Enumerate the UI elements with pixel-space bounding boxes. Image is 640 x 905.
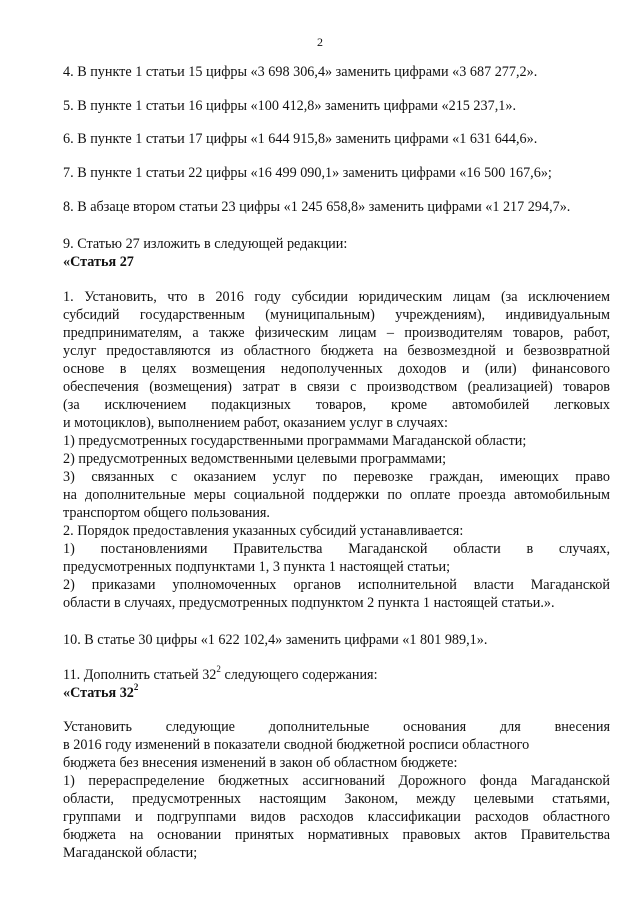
art32-line: Магаданской области; xyxy=(63,845,198,861)
art32-line: Установить следующие дополнительные основания для внесения xyxy=(63,719,610,735)
item-4: 4. В пункте 1 статьи 15 цифры «3 698 306,4» заменить цифрами «3 687 277,2». xyxy=(63,64,538,80)
art27-line: предусмотренных подпунктами 1, 3 пункта 1 настоящей статьи; xyxy=(63,559,451,575)
art32-line: бюджета на основании принятых нормативных правовых актов Правительства xyxy=(63,827,610,843)
item-10: 10. В статье 30 цифры «1 622 102,4» заменить цифрами «1 801 989,1». xyxy=(63,632,488,648)
art27-line: 1) предусмотренных государственными программами Магаданской области; xyxy=(63,433,527,449)
art27-line: 3) связанных с оказанием услуг по перевозке граждан, имеющих право xyxy=(63,469,610,485)
art27-line: обеспечения (возмещения) затрат в связи с производством (реализацией) товаров xyxy=(63,379,610,395)
article-32-2-heading: «Статья $32^2$ xyxy=(63,682,139,701)
art27-line: на дополнительные меры социальной поддержки по оплате проезда автомобильным xyxy=(63,487,610,503)
art32-line: бюджета без внесения изменений в закон об областном бюджете: xyxy=(63,755,458,771)
art32-line: 1) перераспределение бюджетных ассигнований Дорожного фонда Магаданской xyxy=(63,773,610,789)
item-8: 8. В абзаце втором статьи 23 цифры «1 245 658,8» заменить цифрами «1 217 294,7». xyxy=(63,199,571,215)
art27-line: 1. Установить, что в 2016 году субсидии юридическим лицам (за исключением xyxy=(63,289,610,305)
art27-line: 1) постановлениями Правительства Магаданской области в случаях, xyxy=(63,541,610,557)
art27-line: субсидий государственным (муниципальным) учреждениям), индивидуальным xyxy=(63,307,610,323)
art27-line: (за исключением подакцизных товаров, кроме автомобилей легковых xyxy=(63,397,610,413)
item-5: 5. В пункте 1 статьи 16 цифры «100 412,8» заменить цифрами «215 237,1». xyxy=(63,98,516,114)
art27-line: основе в целях возмещения недополученных доходов и (или) финансового xyxy=(63,361,610,377)
page-number: 2 xyxy=(317,35,323,49)
art27-line: транспортом общего пользования. xyxy=(63,505,270,521)
art32-line: в 2016 году изменений в показатели сводной бюджетной росписи областного xyxy=(63,737,530,753)
art27-line: 2. Порядок предоставления указанных субсидий устанавливается: xyxy=(63,523,464,539)
art27-line: 2) предусмотренных ведомственными целевыми программами; xyxy=(63,451,447,467)
art32-line: области, предусмотренных настоящим Законом, между целевыми статьями, xyxy=(63,791,610,807)
art27-line: предпринимателям, а также физическим лицам – производителям товаров, работ, xyxy=(63,325,610,341)
art27-line: услуг предоставляются из областного бюджета на безвозмездной и безвозвратной xyxy=(63,343,610,359)
item-6: 6. В пункте 1 статьи 17 цифры «1 644 915,8» заменить цифрами «1 631 644,6». xyxy=(63,131,538,147)
art27-line: 2) приказами уполномоченных органов исполнительной власти Магаданской xyxy=(63,577,610,593)
art32-line: группами и подгруппами видов расходов классификации расходов областного xyxy=(63,809,610,825)
item-11: 11. Дополнить статьей $32^2$ следующего содержания: xyxy=(63,664,378,683)
item-7: 7. В пункте 1 статьи 22 цифры «16 499 090,1» заменить цифрами «16 500 167,6»; xyxy=(63,165,552,181)
article-27-heading: «Статья 27 xyxy=(63,254,134,270)
item-9: 9. Статью 27 изложить в следующей редакции: xyxy=(63,236,348,252)
art27-line: и мотоциклов), выполнением работ, оказанием услуг в случаях: xyxy=(63,415,448,431)
art27-line: области в случаях, предусмотренных подпунктом 2 пункта 1 настоящей статьи.». xyxy=(63,595,555,611)
